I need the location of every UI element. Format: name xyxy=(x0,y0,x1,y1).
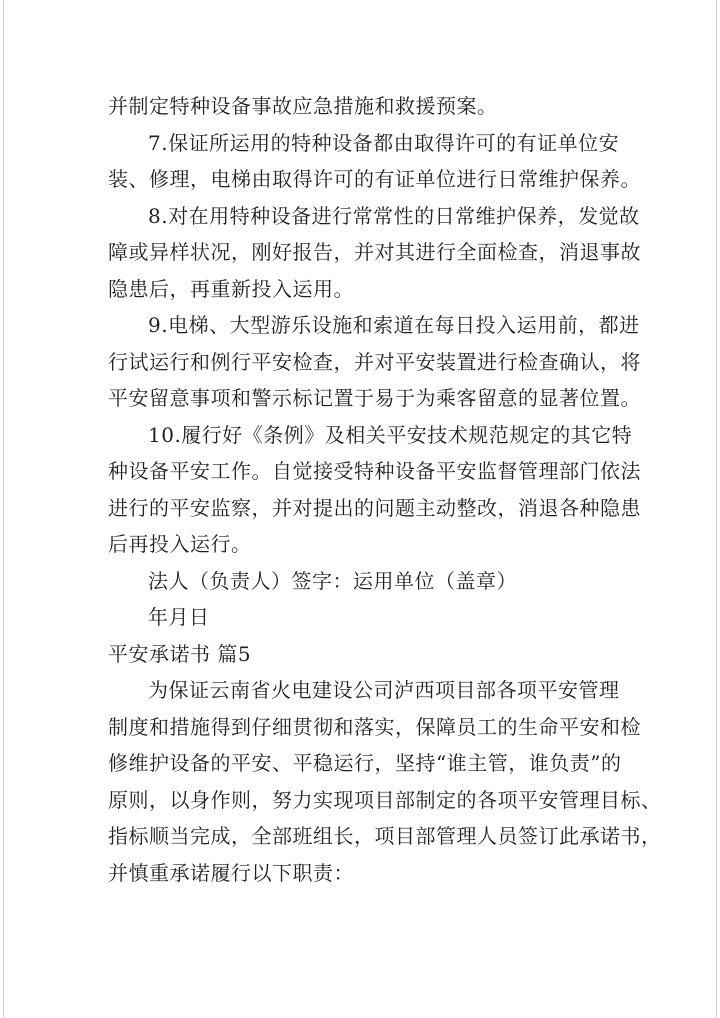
paragraph-line: 原则，以身作则，努力实现项目部制定的各项平安管理目标、 xyxy=(108,787,662,812)
paragraph-line: 10.履行好《条例》及相关平安技术规范规定的其它特 xyxy=(148,422,633,447)
section-heading: 平安承诺书 篇5 xyxy=(108,641,252,666)
paragraph-line: 指标顺当完成，全部班组长，项目部管理人员签订此承诺书， xyxy=(108,824,662,848)
page-left-border xyxy=(3,0,4,1018)
paragraph-line: 并慎重承诺履行以下职责： xyxy=(108,860,354,885)
paragraph-line: 9.电梯、大型游乐设施和索道在每日投入运用前，都进 xyxy=(148,313,640,337)
date-line: 年月日 xyxy=(148,605,210,629)
paragraph-line: 进行的平安监察，并对提出的问题主动整改，消退各种隐患 xyxy=(108,495,641,520)
paragraph-line: 隐患后，再重新投入运用。 xyxy=(108,276,354,301)
paragraph-line: 制度和措施得到仔细贯彻和落实，保障员工的生命平安和检 xyxy=(108,714,641,739)
paragraph-line: 后再投入运行。 xyxy=(108,532,252,556)
signature-line: 法人（负责人）签字：运用单位（盖章） xyxy=(148,568,517,593)
paragraph-line: 8.对在用特种设备进行常常性的日常维护保养，发觉故 xyxy=(148,203,640,228)
paragraph-line: 为保证云南省火电建设公司泸西项目部各项平安管理 xyxy=(148,678,620,702)
page-right-border xyxy=(716,0,717,1018)
paragraph-line: 并制定特种设备事故应急措施和救援预案。 xyxy=(108,94,498,118)
paragraph-line: 装、修理，电梯由取得许可的有证单位进行日常维护保养。 xyxy=(108,167,641,191)
paragraph-line: 7.保证所运用的特种设备都由取得许可的有证单位安 xyxy=(148,130,620,155)
paragraph-line: 行试运行和例行平安检查，并对平安装置进行检查确认，将 xyxy=(108,349,641,374)
document-body xyxy=(108,88,662,891)
paragraph-line: 修维护设备的平安、平稳运行，坚持“谁主管，谁负责”的 xyxy=(108,751,622,775)
paragraph-line: 平安留意事项和警示标记置于易于为乘客留意的显著位置。 xyxy=(108,386,641,410)
paragraph-line: 障或异样状况，刚好报告，并对其进行全面检查，消退事故 xyxy=(108,240,641,264)
paragraph-line: 种设备平安工作。自觉接受特种设备平安监督管理部门依法 xyxy=(108,459,641,483)
